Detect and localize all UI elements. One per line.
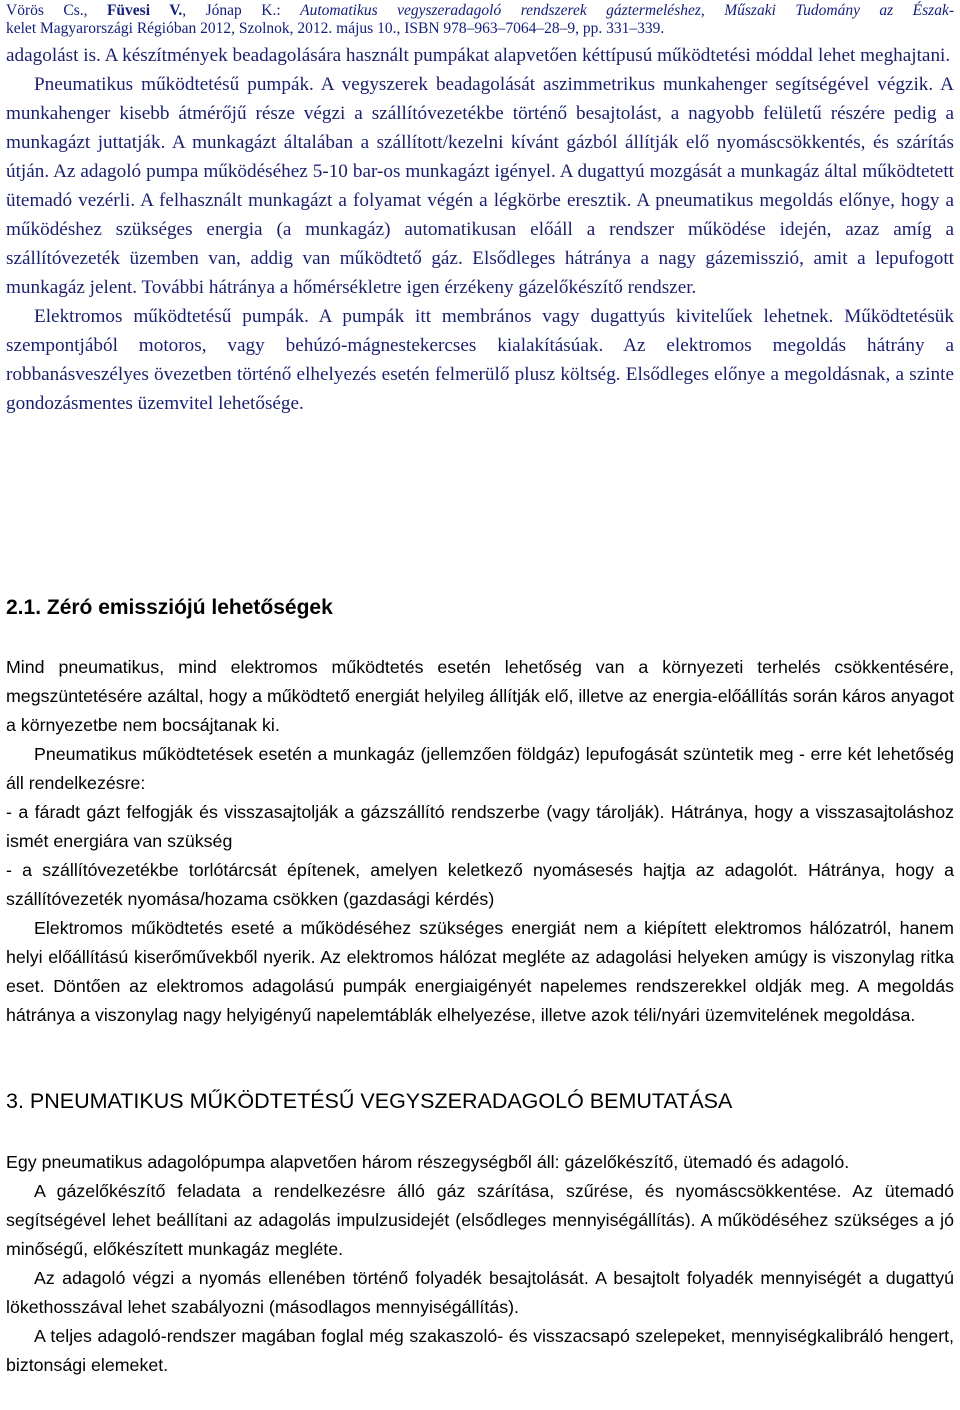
list-item: - a szállítóvezetékbe torlótárcsát építenek, amelyen keletkező nyomásesés hajtja az adagolót. Hátránya, hogy a szállítóvezeték nyomása/hozama csökken (gazdasági kérdés) [6, 860, 954, 909]
section-heading-3: 3. PNEUMATIKUS MŰKÖDTETÉSŰ VEGYSZERADAGOLÓ BEMUTATÁSA [6, 1089, 733, 1113]
authors-prefix: Vörös Cs., [6, 2, 107, 19]
journal-title: Automatikus vegyszeradagoló rendszerek gáztermeléshez, Műszaki Tudomány az Észak- [300, 2, 954, 19]
paragraph: Mind pneumatikus, mind elektromos működtetés esetén lehetőség van a környezeti terhelés csökkentésére, megszüntetésére azáltal, hogy a működtető energiát helyileg állítják elő, illetve az energia-előállítás során káros anyagot a környezetbe nem bocsájtanak ki. [6, 657, 954, 735]
paragraph: A gázelőkészítő feladata a rendelkezésre álló gáz szárítása, szűrése, és nyomáscsökkentése. Az ütemadó segítségével lehet beállítani az adagolás impulzusidejét (elsődleges mennyiségállítás). A működéséhez szükséges a jó minőségű, előkészített munkagáz megléte. [6, 1181, 954, 1259]
paragraph: adagolást is. A készítmények beadagolására használt pumpákat alapvetően kéttípusú működtetési móddal lehet meghajtani. [6, 45, 951, 66]
paragraph: A teljes adagoló-rendszer magában foglal még szakaszoló- és visszacsapó szelepeket, mennyiségkalibráló hengert, biztonsági elemeket. [6, 1326, 954, 1375]
paragraph: Az adagoló végzi a nyomás ellenében történő folyadék besajtolását. A besajtolt folyadék mennyiségét a dugattyú lökethosszával lehet szabályozni (másodlagos mennyiségállítás). [6, 1268, 954, 1317]
citation-header [6, 2, 954, 38]
paragraph-electric: Elektromos működtetésű pumpák. A pumpák itt membrános vagy dugattyús kivitelűek lehetnek. Működtetésük szempontjából motoros, vagy behúzó-mágnestekercses kialakításúak. Az elektromos megoldás hátrány a robbanásveszélyes övezetben történő elhelyezés esetén felmerülő plusz költség. Elsődleges előnye a megoldásnak, a szinte gondozásmentes üzemvitel lehetősége. [6, 306, 954, 414]
authors-rest: , Jónap K.: [182, 2, 301, 19]
author-bold: Füvesi V. [106, 2, 183, 19]
document-page [0, 2, 960, 1410]
citation-line-2: kelet Magyarországi Régióban 2012, Szolnok, 2012. május 10., ISBN 978–963–7064–28–9, pp. 331–339. [6, 20, 665, 37]
section-zero-emission [6, 653, 954, 1030]
list-item: - a fáradt gázt felfogják és visszasajtolják a gázszállító rendszerbe (vagy tárolják). Hátránya, hogy a visszasajtoláshoz ismét energiára van szükség [6, 802, 954, 851]
section-pneumatic-doser [6, 1148, 954, 1380]
section-pump-types [6, 41, 954, 418]
citation-line-1 [6, 2, 954, 20]
paragraph: Elektromos működtetés eseté a működéséhez szükséges energiát nem a kiépített elektromos hálózatról, hanem helyi előállítású kiserőművekből nyerik. Az elektromos hálózat megléte az adagolási helyeken amúgy is viszonylag ritka eset. Döntően az elektromos adagolású pumpák energiaigényét napelemes rendszerekkel oldják meg. A megoldás hátránya a viszonylag nagy helyigényű napelemtáblák elhelyezése, illetve azok téli/nyári üzemvitelének megoldása. [6, 918, 954, 1025]
section-heading-2-1: 2.1. Zéró emissziójú lehetőségek [6, 596, 333, 619]
paragraph: Egy pneumatikus adagolópumpa alapvetően három részegységből áll: gázelőkészítő, ütemadó és adagoló. [6, 1152, 850, 1172]
paragraph-pneumatic: Pneumatikus működtetésű pumpák. A vegyszerek beadagolását aszimmetrikus munkahenger segítségével végzik. A munkahenger kisebb átmérőjű része végzi a szállítóvezetékbe történő besajtolást, a nagyobb felületű részére pedig a munkagázt juttatják. A munkagázt általában a szállított/kezelni kívánt gázból állítják elő nyomáscsökkentés, és szárítás útján. Az adagoló pumpa működéséhez 5-10 bar-os munkagázt igényel. A dugattyú mozgását a munkagáz által működtetett ütemadó vezérli. A felhasznált munkagázt a folyamat végén a légkörbe eresztik. A pneumatikus megoldás előnye, hogy a működéshez szükséges energia (a munkagáz) automatikusan előáll a rendszer működése idején, azaz amíg a szállítóvezeték üzemben van, addig van működtető gáz. Elsődleges hátránya a nagy gázemisszió, amit a lepufogott munkagáz jelent. További hátránya a hőmérsékletre igen érzékeny gázelőkészítő rendszer. [6, 74, 954, 298]
paragraph: Pneumatikus működtetések esetén a munkagáz (jellemzően földgáz) lepufogását szüntetik meg - erre két lehetőség áll rendelkezésre: [6, 744, 954, 793]
